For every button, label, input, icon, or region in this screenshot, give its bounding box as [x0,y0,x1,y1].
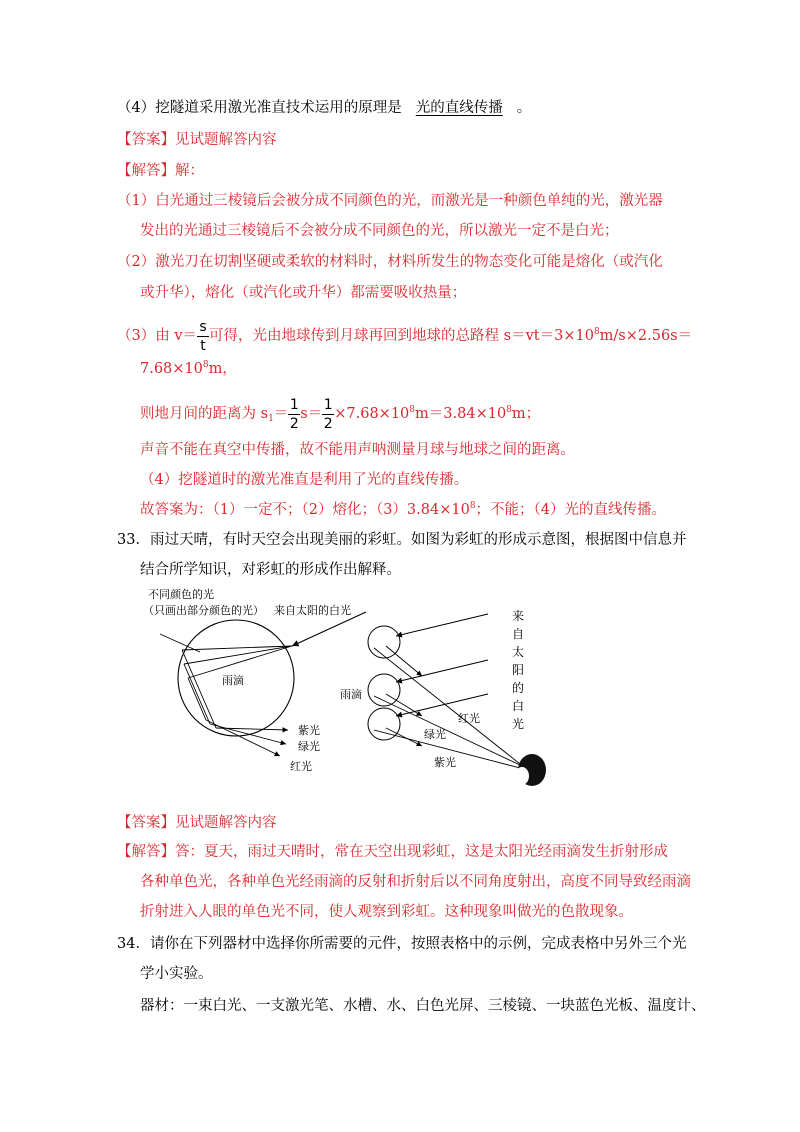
right-label-green: 绿光 [424,728,446,741]
final-exponent: 8 [469,501,476,511]
final-suffix: ；不能；（4）光的直线传播。 [475,502,667,518]
q33-number: 33． [117,532,150,548]
p4-equals: ＝ [273,406,289,422]
solution-32-p3 [117,318,692,354]
solution-tag: 【解答】 [117,163,175,179]
fraction-denominator: 2 [323,415,333,432]
right-label-red: 红光 [458,712,480,725]
answer-text: 见试题解答内容 [175,815,277,831]
p3-suffix: m/s×2.56s＝ [599,328,693,344]
solution-32-p6: （4）挖隧道时的激光准直是利用了光的直线传播。 [140,472,469,488]
fraction-one-half-b [322,397,334,432]
solution-32-p3b [140,359,237,379]
q34-text: 请你在下列器材中选择你所需要的元件，按照表格中的示例，完成表格中另外三个光 [149,936,687,952]
answer-tag: 【答案】 [117,132,175,148]
right-diagram [340,608,546,786]
answer-32 [117,130,277,150]
q4-prefix: （4）挖隧道采用激光准直技术运用的原理是 [117,100,402,116]
fraction-one-half-a [288,397,300,432]
solution-32-p2a: （2）激光刀在切割坚硬或柔软的材料时，材料所发生的物态变化可能是熔化（或汽化 [117,254,663,270]
fraction-numerator: s [199,318,207,335]
sun-char-1: 来 [512,609,525,623]
solution-head: 解： [175,163,204,179]
sun-char-3: 太 [512,645,525,659]
q33-line2: 结合所学知识，对彩虹的形成作出解释。 [140,562,401,578]
answer-33 [117,813,277,833]
sun-char-5: 的 [512,681,525,695]
p3-exponent: 8 [593,327,600,337]
q34-number: 34． [117,936,150,952]
solution-32-p4 [140,394,540,434]
p4-tail-2: m＝3.84×10 [415,406,507,422]
solution-tag: 【解答】 [117,844,175,860]
left-label-green: 绿光 [298,740,320,753]
observer-head-icon [515,754,546,786]
left-label-partial: （只画出部分颜色的光） [143,604,264,617]
solution-32-p1a: （1）白光通过三棱镜后会被分成不同颜色的光，而激光是一种颜色单纯的光，激光器 [117,193,663,209]
fraction-denominator: t [200,337,206,354]
fraction-numerator: 1 [323,396,333,413]
answer-text: 见试题解答内容 [175,132,277,148]
answer-tag: 【答案】 [117,815,175,831]
right-label-drop: 雨滴 [340,688,362,701]
q4-blank-answer: 光的直线传播 [415,100,503,116]
q34-line1 [117,934,686,954]
left-label-sunlight: 来自太阳的白光 [274,604,351,617]
sun-char-6: 白 [512,699,525,713]
left-diagram [143,587,366,773]
fraction-numerator: 1 [289,396,299,413]
q4-suffix: 。 [516,100,532,116]
solution-32-head [117,161,204,181]
rainbow-diagram [140,586,580,800]
solution-32-p2b: 或升华），熔化（或汽化或升华）都需要吸收热量； [140,285,467,301]
fraction-denominator: 2 [289,415,299,432]
solution-text: 答：夏天，雨过天晴时，常在天空出现彩虹，这是太阳光经雨滴发生折射形成 [175,844,668,860]
solution-33-l1 [117,842,668,862]
p4-middle: s＝ [300,406,323,422]
p4-exponent-2: 8 [506,405,512,415]
p3b-exponent: 8 [202,360,209,370]
p4-subscript: 1 [268,414,274,424]
right-label-sunlight-vertical [512,608,524,731]
p3-prefix: （3）由 v＝ [117,328,198,344]
solution-33-l2: 各种单色光，各种单色光经雨滴的反射和折射后以不同角度射出，高度不同导致经雨滴 [140,874,691,890]
p4-tail-3: m； [511,406,541,422]
q34-line3: 器材：一束白光、一支激光笔、水槽、水、白色光屏、三棱镜、一块蓝色光板、温度计、 [140,998,706,1014]
solution-32-p5: 声音不能在真空中传播，故不能用声呐测量月球与地球之间的距离。 [140,442,575,458]
left-label-violet: 紫光 [298,724,320,737]
q33-text: 雨过天晴，有时天空会出现美丽的彩虹。如图为彩虹的形成示意图，根据图中信息并 [149,532,687,548]
left-label-red: 红光 [290,760,312,773]
left-label-colors: 不同颜色的光 [148,588,214,601]
right-label-violet: 紫光 [434,756,456,769]
left-sunray [292,612,366,646]
final-prefix: 故答案为：（1）一定不；（2）熔化；（3）3.84×10 [140,502,470,518]
p4-tail: ×7.68×10 [334,406,410,422]
sun-char-2: 自 [512,627,525,641]
p3-middle: 可得，光由地球传到月球再回到地球的总路程 s＝vt＝3×10 [209,328,594,344]
left-label-drop: 雨滴 [222,674,244,687]
p3b-value: 7.68×10 [140,361,203,377]
solution-32-final [140,500,666,520]
p3b-unit: m， [208,361,237,377]
sun-char-7: 光 [512,717,525,731]
fraction-s-over-t [197,319,209,354]
q4-line [117,98,531,118]
p4-prefix: 则地月间的距离为 s [140,406,269,422]
sun-char-4: 阳 [512,663,525,677]
p4-exponent-1: 8 [409,405,416,415]
q33-line1 [117,530,686,550]
q34-line2: 学小实验。 [140,966,213,982]
solution-32-p1b: 发出的光通过三棱镜后不会被分成不同颜色的光，所以激光一定不是白光； [140,223,619,239]
solution-33-l3: 折射进入人眼的单色光不同，使人观察到彩虹。这种现象叫做光的色散现象。 [140,904,633,920]
